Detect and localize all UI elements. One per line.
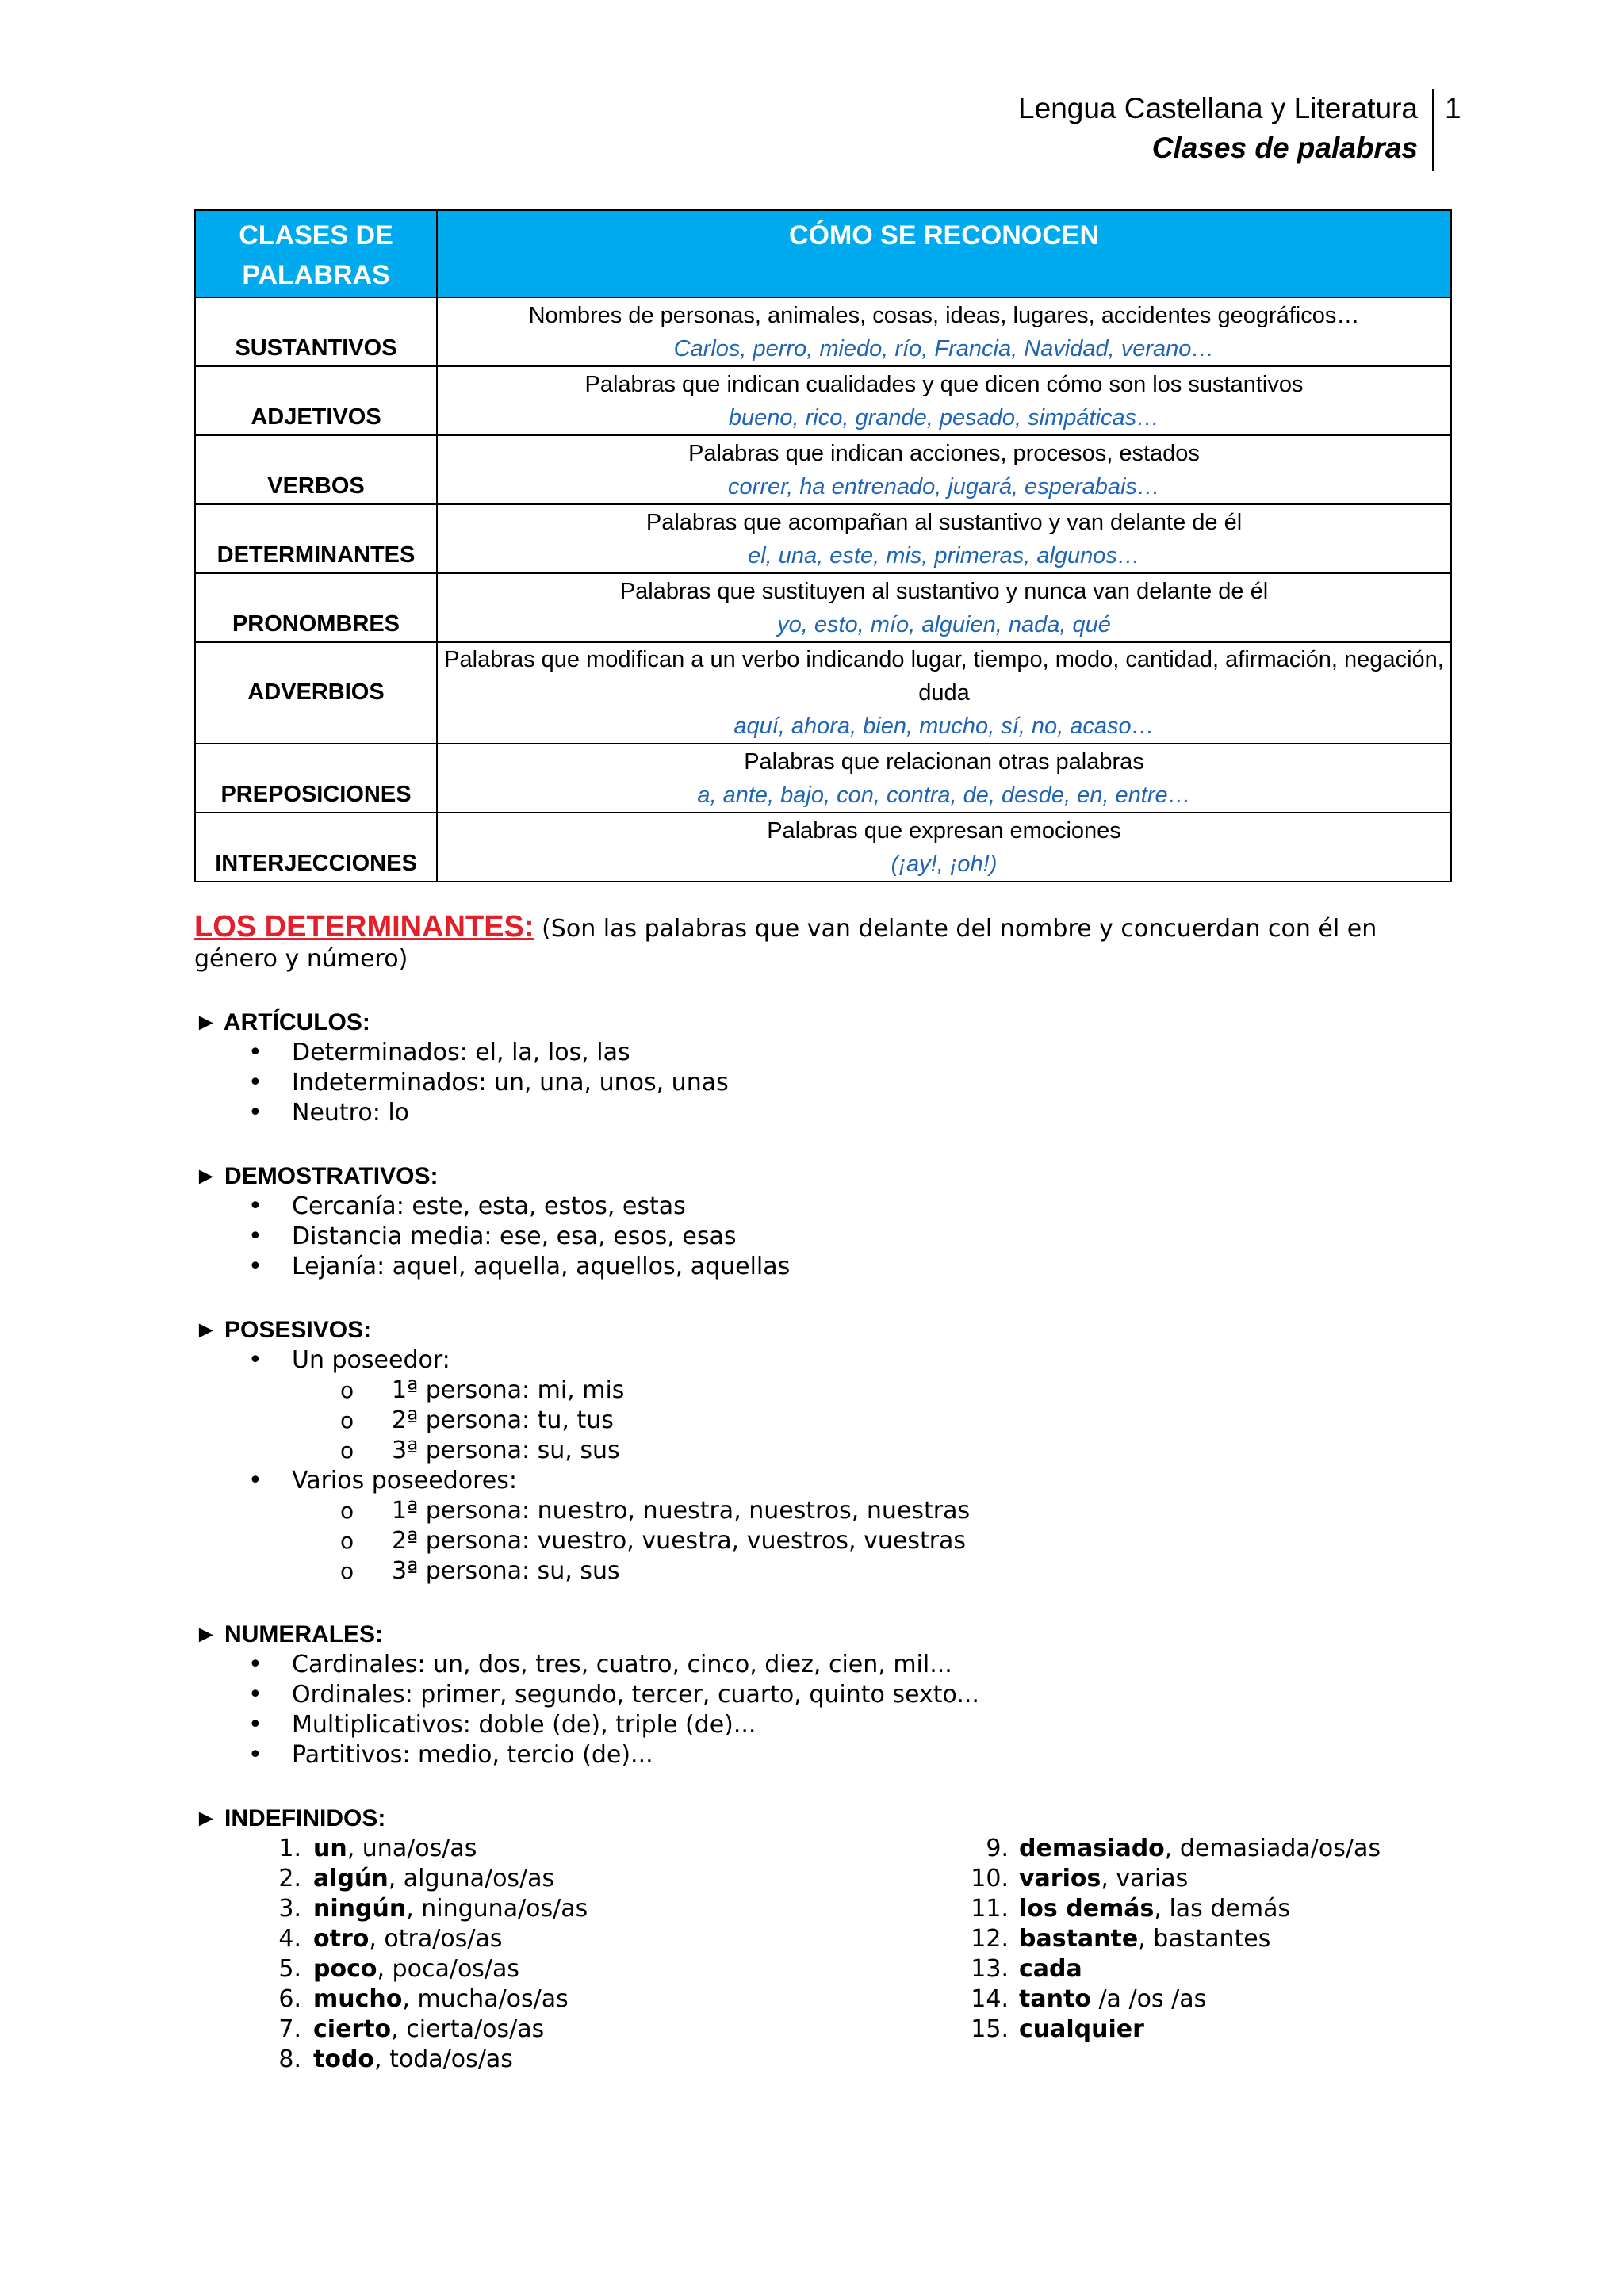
item-forms: , cierta/os/as [391, 2015, 545, 2043]
class-name: SUSTANTIVOS [195, 297, 437, 366]
class-description [437, 297, 1451, 366]
list-item: • Partitivos: medio, tercio (de)... [194, 1740, 1463, 1770]
item-keyword: demasiado [1019, 1835, 1165, 1862]
description-text: Palabras que sustituyen al sustantivo y nunca van delante de él [619, 578, 1269, 604]
item-forms: /a /os /as [1090, 1985, 1207, 2013]
item-number: 9. [986, 1835, 1009, 1862]
examples-text: Carlos, perro, miedo, río, Francia, Navidad, verano… [673, 335, 1215, 362]
list-item: • Cercanía: este, esta, estos, estas [194, 1192, 1463, 1222]
item-forms: , varias [1101, 1865, 1189, 1892]
list-item [194, 1894, 1381, 1924]
item-number: 7. [278, 2015, 301, 2043]
item-forms: , poca/os/as [377, 1955, 520, 1983]
list-item [194, 1954, 1381, 1984]
list-item: • Cardinales: un, dos, tres, cuatro, cinco, diez, cien, mil... [194, 1650, 1463, 1680]
demostrativos-heading: ► DEMOSTRATIVOS: [194, 1163, 439, 1189]
header-topic: Clases de palabras [1151, 132, 1418, 164]
item-forms: , mucha/os/as [402, 1985, 569, 2013]
table-row [195, 435, 1451, 504]
section-subtitle: (Son las palabras que van delante del nombre y concuerdan con él en género y número) [194, 915, 1377, 973]
class-name: ADVERBIOS [195, 642, 437, 744]
item-keyword: ningún [313, 1895, 407, 1923]
description-text: Nombres de personas, animales, cosas, ideas, lugares, accidentes geográficos… [528, 302, 1360, 328]
class-name: VERBOS [195, 435, 437, 504]
class-description [437, 435, 1451, 504]
class-name: INTERJECCIONES [195, 813, 437, 882]
item-number: 12. [971, 1925, 1009, 1953]
examples-text: aquí, ahora, bien, mucho, sí, no, acaso… [733, 714, 1155, 739]
list-item [194, 1864, 1381, 1894]
item-keyword: poco [313, 1955, 377, 1983]
class-description [437, 744, 1451, 813]
item-forms: , bastantes [1138, 1925, 1271, 1953]
indefinidos-heading: ► INDEFINIDOS: [194, 1805, 386, 1831]
item-number: 13. [971, 1955, 1009, 1983]
table-row [195, 366, 1451, 435]
articulos-block [194, 1008, 1463, 1128]
class-description [437, 366, 1451, 435]
description-text: Palabras que acompañan al sustantivo y van delante de él [645, 509, 1243, 535]
indefinidos-list [194, 1834, 1463, 2072]
table-row [195, 504, 1451, 573]
list-item: • Ordinales: primer, segundo, tercer, cuarto, quinto sexto... [194, 1680, 1463, 1710]
list-item [194, 2015, 1381, 2045]
item-number: 5. [278, 1955, 301, 1983]
class-name: DETERMINANTES [195, 504, 437, 573]
item-number: 4. [278, 1925, 301, 1953]
item-keyword: algún [313, 1865, 389, 1892]
table-row [195, 297, 1451, 366]
list-item [194, 1924, 1381, 1954]
item-number: 3. [278, 1895, 301, 1923]
item-number: 10. [971, 1865, 1009, 1892]
item-forms: , alguna/os/as [388, 1865, 555, 1892]
indefinidos-block [194, 1804, 1463, 2072]
numerales-block [194, 1620, 1463, 1770]
table-row [195, 642, 1451, 744]
list-item [194, 1834, 1381, 1864]
item-keyword: cada [1019, 1955, 1082, 1983]
examples-text: correr, ha entrenado, jugará, esperabais… [728, 473, 1160, 499]
item-number: 15. [971, 2015, 1009, 2043]
examples-text: (¡ay!, ¡oh!) [891, 851, 998, 877]
list-item: • Indeterminados: un, una, unos, unas [194, 1068, 1463, 1098]
table-header-recognize: CÓMO SE RECONOCEN [437, 210, 1451, 297]
item-number: 2. [278, 1865, 301, 1892]
indefinidos-column-right [194, 1834, 1381, 2045]
class-description [437, 813, 1451, 882]
item-keyword: mucho [313, 1985, 403, 2013]
description-text: Palabras que indican acciones, procesos, estados [688, 440, 1200, 466]
examples-text: el, una, este, mis, primeras, algunos… [748, 542, 1140, 568]
table-row [195, 813, 1451, 882]
articulos-heading: ► ARTÍCULOS: [194, 1009, 370, 1035]
item-forms: , toda/os/as [374, 2045, 513, 2073]
item-number: 11. [971, 1895, 1009, 1923]
item-keyword: los demás [1019, 1895, 1155, 1923]
item-number: 1. [278, 1835, 301, 1862]
examples-text: yo, esto, mío, alguien, nada, qué [777, 611, 1111, 637]
item-keyword: tanto [1019, 1985, 1091, 2013]
class-name: ADJETIVOS [195, 366, 437, 435]
item-forms: , otra/os/as [369, 1925, 503, 1953]
item-keyword: varios [1019, 1865, 1101, 1892]
sub-list-item: o 2ª persona: tu, tus [194, 1406, 1463, 1436]
list-item: • Multiplicativos: doble (de), triple (de)... [194, 1710, 1463, 1740]
class-description [437, 642, 1451, 744]
page-header [1018, 89, 1418, 168]
table-row [195, 573, 1451, 642]
posesivos-block [194, 1315, 1463, 1586]
list-item [194, 1984, 1381, 2015]
determinantes-section [194, 912, 1463, 2072]
item-forms: , ninguna/os/as [406, 1895, 588, 1923]
item-number: 6. [278, 1985, 301, 2013]
section-title: LOS DETERMINANTES: [194, 910, 534, 943]
sub-list-item: o 2ª persona: vuestro, vuestra, vuestros, vuestras [194, 1526, 1463, 1556]
item-keyword: todo [313, 2045, 375, 2073]
table-row [195, 744, 1451, 813]
class-description [437, 504, 1451, 573]
item-keyword: cierto [313, 2015, 392, 2043]
description-text: Palabras que indican cualidades y que dicen cómo son los sustantivos [584, 371, 1304, 397]
sub-list-item: o 3ª persona: su, sus [194, 1556, 1463, 1586]
section-intro [194, 912, 1463, 974]
posesivos-heading: ► POSESIVOS: [194, 1317, 372, 1343]
sub-list-item: o 1ª persona: nuestro, nuestra, nuestros, nuestras [194, 1496, 1463, 1526]
item-forms: , una/os/as [347, 1835, 477, 1862]
description-text: Palabras que modifican a un verbo indicando lugar, tiempo, modo, cantidad, afirmación, negación, duda [444, 647, 1444, 706]
header-divider [1432, 89, 1434, 171]
list-item [194, 2045, 588, 2075]
list-item: • Distancia media: ese, esa, esos, esas [194, 1222, 1463, 1252]
list-item: • Un poseedor: [194, 1345, 1463, 1376]
examples-text: a, ante, bajo, con, contra, de, desde, en, entre… [697, 782, 1191, 808]
description-text: Palabras que relacionan otras palabras [744, 748, 1144, 775]
item-forms: , las demás [1154, 1895, 1291, 1923]
list-item: • Neutro: lo [194, 1098, 1463, 1128]
class-name: PREPOSICIONES [195, 744, 437, 813]
demostrativos-block [194, 1161, 1463, 1282]
page-number: 1 [1445, 92, 1461, 124]
numerales-heading: ► NUMERALES: [194, 1621, 384, 1647]
class-description [437, 573, 1451, 642]
item-keyword: cualquier [1019, 2015, 1144, 2043]
header-subject: Lengua Castellana y Literatura [1018, 92, 1418, 124]
list-item: • Varios poseedores: [194, 1466, 1463, 1496]
word-classes-table [194, 209, 1452, 882]
item-forms: , demasiada/os/as [1164, 1835, 1381, 1862]
class-name: PRONOMBRES [195, 573, 437, 642]
list-item: • Determinados: el, la, los, las [194, 1038, 1463, 1068]
sub-list-item: o 3ª persona: su, sus [194, 1436, 1463, 1466]
description-text: Palabras que expresan emociones [767, 817, 1121, 844]
item-keyword: bastante [1019, 1925, 1139, 1953]
item-number: 8. [278, 2045, 301, 2073]
examples-text: bueno, rico, grande, pesado, simpáticas… [728, 404, 1160, 430]
item-keyword: un [313, 1835, 347, 1862]
table-header-classes: CLASES DE PALABRAS [195, 210, 437, 297]
list-item: • Lejanía: aquel, aquella, aquellos, aquellas [194, 1252, 1463, 1282]
item-keyword: otro [313, 1925, 370, 1953]
item-number: 14. [971, 1985, 1009, 2013]
sub-list-item: o 1ª persona: mi, mis [194, 1376, 1463, 1406]
